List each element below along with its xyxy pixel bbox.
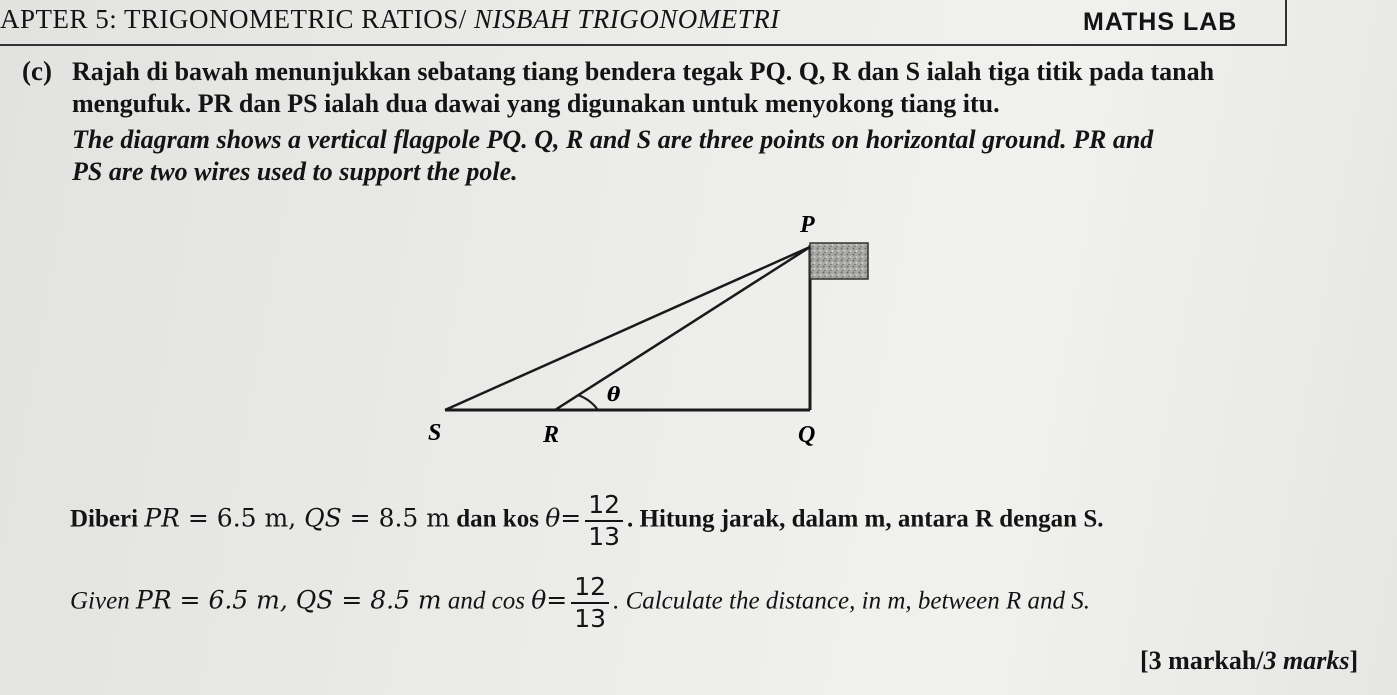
maths-lab-label: MATHS LAB [1083, 8, 1238, 36]
chapter-title-malay: TRIGONOMETRIC RATIOS/ [124, 4, 467, 34]
fraction-denominator-malay: 13 [588, 522, 621, 551]
theta-symbol-malay: θ [545, 503, 561, 533]
fraction-12-13-english [571, 572, 609, 634]
question-text-english [72, 124, 1372, 188]
english-line-2: PS are two wires used to support the pole. [72, 157, 518, 186]
theta-symbol-english: θ [531, 585, 547, 615]
chapter-title [0, 4, 780, 35]
pr-value-malay: = 6.5 m, [179, 503, 305, 533]
fraction-numerator-malay: 12 [585, 490, 623, 522]
label-theta: θ [607, 382, 621, 406]
and-cos-text: and cos [441, 587, 532, 615]
given-malay-prefix: Diberi [70, 505, 139, 533]
label-p: P [800, 212, 815, 238]
theta-arc [578, 395, 598, 410]
marks-label [1140, 646, 1358, 676]
qs-symbol-malay: QS [304, 503, 342, 533]
dan-kos-text: dan kos [450, 505, 546, 533]
label-r: R [543, 422, 560, 448]
equals-malay: = [560, 503, 582, 533]
pr-symbol-english: PR [135, 585, 172, 615]
fraction-12-13-malay [585, 490, 623, 552]
english-line-1: The diagram shows a vertical flagpole PQ. Q, R and S are three points on horizontal ground. PR and [72, 125, 1154, 154]
given-english-line [70, 572, 1090, 634]
fraction-denominator-english: 13 [574, 604, 607, 633]
wire-pr [555, 247, 810, 410]
chapter-header [0, 0, 1287, 46]
marks-malay: [3 markah/ [1140, 646, 1264, 675]
chapter-title-english: NISBAH TRIGONOMETRI [474, 4, 780, 34]
equals-english: = [546, 585, 568, 615]
qs-symbol-english: QS [295, 585, 334, 615]
pr-value-english: = 6.5 m, [171, 585, 296, 615]
wire-ps [445, 247, 810, 410]
flag [810, 243, 868, 279]
malay-line-1: Rajah di bawah menunjukkan sebatang tiang bendera tegak PQ. Q, R dan S ialah tiga titik pada tanah [72, 57, 1215, 86]
malay-line-2: mengufuk. PR dan PS ialah dua dawai yang digunakan untuk menyokong tiang itu. [72, 89, 1000, 118]
label-s: S [428, 420, 442, 446]
question-text-malay [72, 56, 1372, 120]
given-english-suffix: . Calculate the distance, in m, between R and S. [613, 587, 1091, 615]
given-malay-line [70, 490, 1103, 552]
marks-english: 3 marks [1263, 646, 1350, 675]
fraction-numerator-english: 12 [571, 572, 609, 604]
marks-close-bracket: ] [1349, 646, 1359, 675]
qs-value-english: = 8.5 m [333, 585, 442, 615]
question-label: (c) [22, 56, 52, 86]
chapter-prefix: APTER 5: [0, 4, 118, 34]
pr-symbol-malay: PR [144, 503, 180, 533]
given-english-prefix: Given [70, 587, 130, 615]
qs-value-malay: = 8.5 m [341, 503, 450, 533]
label-q: Q [798, 422, 816, 448]
flagpole-diagram [420, 205, 900, 455]
given-malay-suffix: . Hitung jarak, dalam m, antara R dengan S. [627, 505, 1104, 533]
